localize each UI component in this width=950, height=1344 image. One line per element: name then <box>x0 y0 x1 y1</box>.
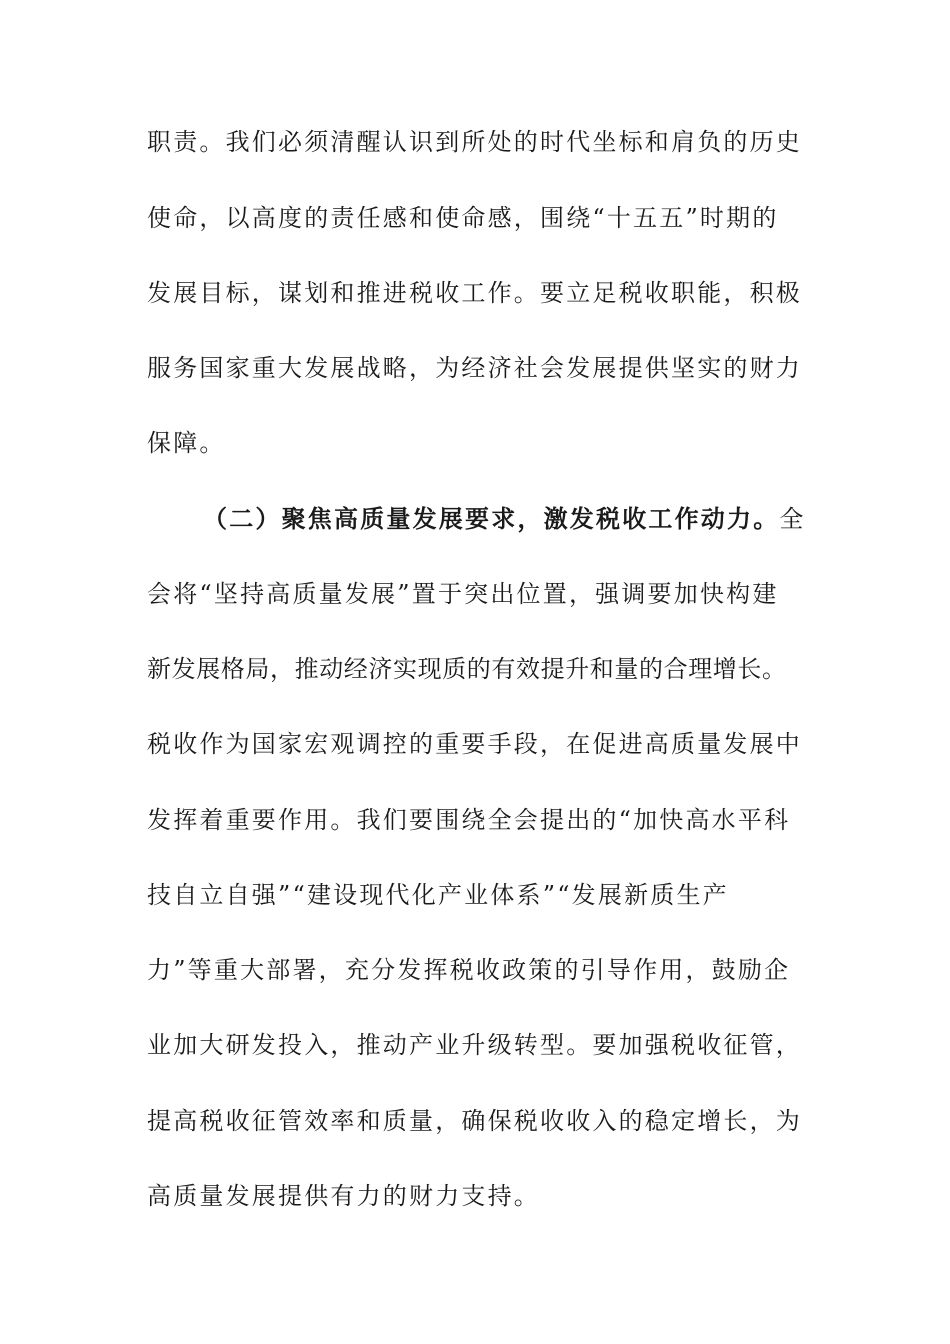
section-line: 发挥着重要作用。我们要围绕全会提出的“加快高水平科 <box>147 806 791 834</box>
body-line: 职责。我们必须清醒认识到所处的时代坐标和肩负的历史 <box>147 128 802 156</box>
body-line: 使命，以高度的责任感和使命感，围绕“十五五”时期的 <box>147 204 779 232</box>
section-heading-tail: 全 <box>779 505 806 533</box>
section-heading: （二）聚焦高质量发展要求，激发税收工作动力。 <box>203 504 780 533</box>
body-line: 发展目标，谋划和推进税收工作。要立足税收职能，积极 <box>147 279 802 307</box>
section-line: 新发展格局，推动经济实现质的有效提升和量的合理增长。 <box>147 655 787 683</box>
body-line: 服务国家重大发展战略，为经济社会发展提供坚实的财力 <box>147 354 802 382</box>
section-line: 高质量发展提供有力的财力支持。 <box>147 1182 540 1210</box>
section-line: 业加大研发投入，推动产业升级转型。要加强税收征管， <box>147 1031 802 1059</box>
section-line: 技自立自强”“建设现代化产业体系”“发展新质生产 <box>147 881 729 909</box>
section-line: 税收作为国家宏观调控的重要手段，在促进高质量发展中 <box>147 730 802 758</box>
body-line: 保障。 <box>147 429 226 457</box>
section-heading-line <box>203 499 806 539</box>
section-line: 会将“坚持高质量发展”置于突出位置，强调要加快构建 <box>147 580 779 608</box>
section-line: 力”等重大部署，充分发挥税收政策的引导作用，鼓励企 <box>147 956 791 984</box>
section-line: 提高税收征管效率和质量，确保税收收入的稳定增长，为 <box>147 1107 802 1135</box>
